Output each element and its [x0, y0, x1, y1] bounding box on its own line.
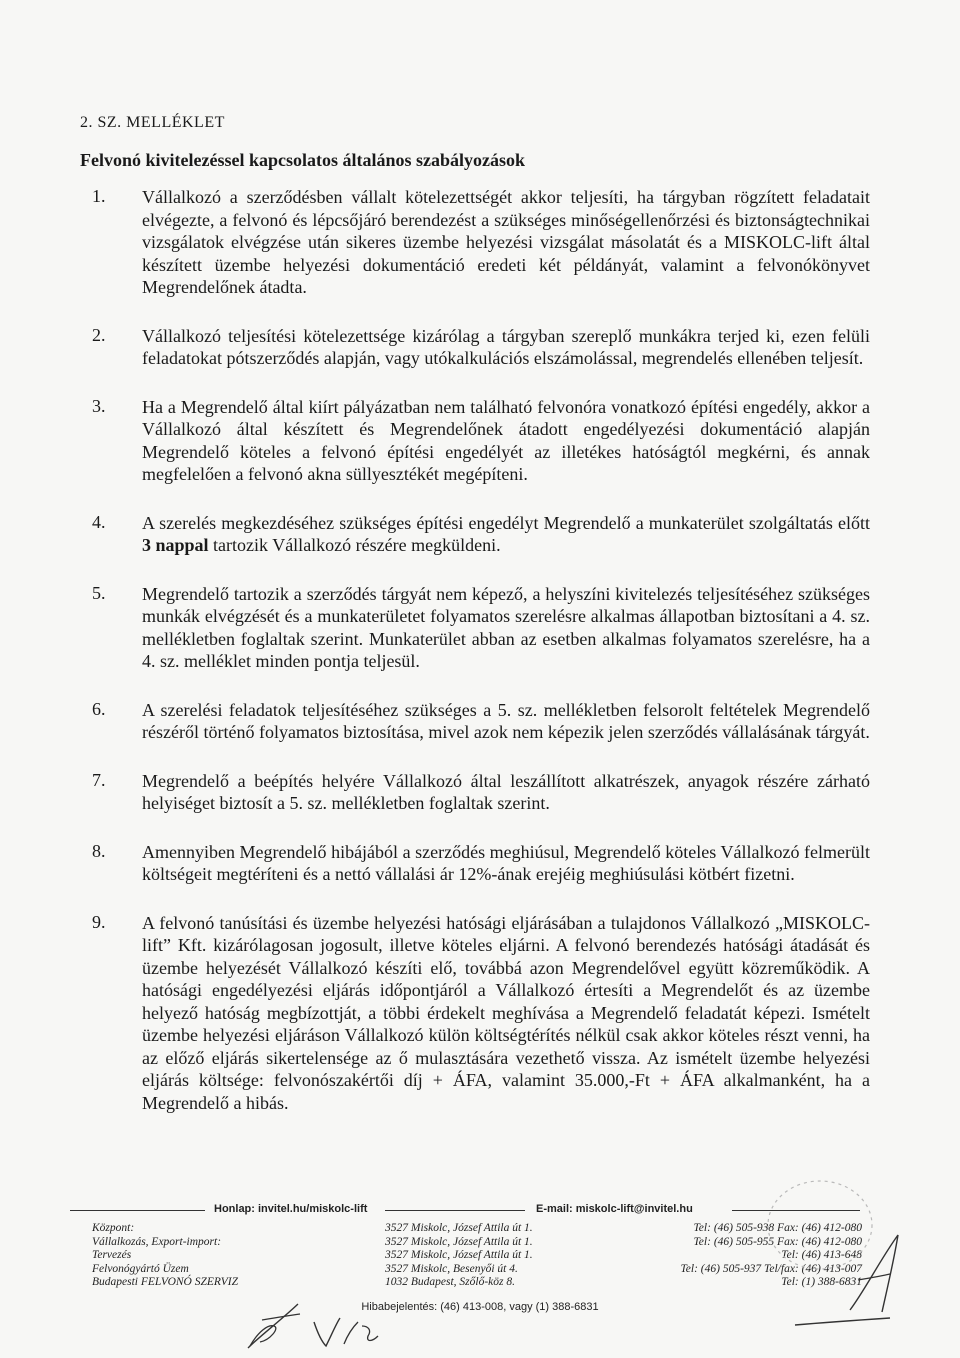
clause-8	[80, 841, 870, 886]
footer-rule-middle	[385, 1210, 525, 1211]
homepage-label: Honlap: invitel.hu/miskolc-lift	[214, 1203, 368, 1215]
footer-units	[92, 1222, 238, 1290]
clause-text: Amennyiben Megrendelő hibájából a szerződés meghiúsul, Megrendelő köteles Vállalkozó felmerült költségeit megtéríteni és a nettó vállalási ár 12%-ának erejéig meghiúsulási kötbért fizetni.	[142, 841, 870, 884]
clause-2	[80, 325, 870, 370]
clause-number: 1.	[92, 186, 106, 206]
address-line: 3527 Miskolc, József Attila út 1.	[385, 1235, 533, 1248]
clause-number: 6.	[92, 698, 106, 719]
address-line: 3527 Miskolc, Besenyői út 4.	[385, 1262, 518, 1275]
footer-addresses	[385, 1222, 533, 1290]
clause-1	[80, 186, 870, 299]
email-label: E-mail: miskolc-lift@invitel.hu	[536, 1203, 693, 1215]
clause-7	[80, 770, 870, 815]
clause-number: 9.	[92, 911, 106, 932]
clause-9	[80, 912, 870, 1115]
unit-label: Felvonógyártó Üzem	[92, 1262, 189, 1275]
clause-number: 7.	[92, 769, 106, 790]
footer-rule-left	[70, 1210, 205, 1211]
unit-label: Budapesti FELVONÓ SZERVIZ	[92, 1276, 238, 1288]
phone-line: Tel: (1) 388-6831	[781, 1276, 862, 1288]
phone-line: Tel: (46) 505-938 Fax: (46) 412-080	[693, 1222, 862, 1234]
phone-line: Tel: (46) 505-937 Tel/fax: (46) 413-007	[680, 1262, 862, 1275]
document-title: Felvonó kivitelezéssel kapcsolatos általános szabályozások	[80, 150, 525, 170]
signature-initials-right	[790, 1230, 910, 1330]
clause-list	[80, 186, 870, 1114]
clause-3	[80, 396, 870, 486]
clause-4	[80, 512, 870, 557]
clause-text: Vállalkozó teljesítési kötelezettsége kizárólag a tárgyban szereplő munkákra terjed ki, ezen felüli feladatokat pótszerződés alapján, vagy utókalkulációs elszámolással, megrendelés ellenében teljesít.	[142, 325, 870, 368]
clause-6	[80, 699, 870, 744]
unit-label: Központ:	[92, 1222, 135, 1234]
clause-number: 5.	[92, 582, 106, 603]
clause-text-part: A szerelés megkezdéséhez szükséges építési engedélyt Megrendelő a munkaterület szolgáltatás előtt	[142, 512, 870, 533]
clause-text: Vállalkozó a szerződésben vállalt kötelezettségét akkor teljesíti, ha tárgyban rögzített feladatait elvégezte, a felvonó és lépcsőjáró berendezést a szükséges minőségellenőrzési és biztonságtechnikai vizsgálatok elvégzése után sikeres üzembe helyezési vizsgálat másolatát és a MISKOLC-lift által készített üzembe helyezési dokumentáció eredeti két példányát, valamint a felvonókönyvet Megrendelőnek átadta.	[142, 187, 870, 297]
unit-label: Tervezés	[92, 1249, 132, 1261]
fault-report-line: Hibabejelentés: (46) 413-008, vagy (1) 388-6831	[361, 1301, 599, 1313]
unit-label: Vállalkozás, Export-import:	[92, 1235, 222, 1248]
clause-number: 2.	[92, 324, 106, 345]
address-line: 3527 Miskolc, József Attila út 1.	[385, 1249, 533, 1261]
clause-5	[80, 583, 870, 673]
clause-text: Megrendelő tartozik a szerződés tárgyát nem képező, a helyszíni kivitelezés teljesítéséhez szükséges munkák elvégzését és a munkaterületet folyamatos szerelésre alkalmas állapotban biztosítani a 4. sz. mellékletben foglaltak szerint. Munkaterület abban az esetben alkalmas folyamatos szerelésre, ha a 4. sz. melléklet minden pontja teljesül.	[142, 583, 870, 671]
clause-number: 8.	[92, 840, 106, 861]
annex-title: 2. SZ. MELLÉKLET	[80, 114, 225, 131]
clause-number: 4.	[92, 511, 106, 532]
clause-text: A szerelési feladatok teljesítéséhez szükséges a 5. sz. mellékletben felsorolt feltételek Megrendelő részéről történő folyamatos biztosítása, mivel azok nem képezik jelen szerződés vállalásának tárgyát.	[142, 699, 870, 742]
phone-line: Tel: (46) 505-955 Fax: (46) 412-080	[693, 1235, 862, 1248]
clause-text-part: tartozik Vállalkozó részére megküldeni.	[208, 535, 501, 555]
signature-left	[240, 1296, 390, 1358]
clause-number: 3.	[92, 395, 106, 416]
clause-bold-term: 3 nappal	[142, 535, 209, 555]
clause-text: A felvonó tanúsítási és üzembe helyezési hatósági eljárásában a tulajdonos Vállalkozó „MISKOLC-lift” Kft. kizárólagosan jogosult, illetve köteles eljárni. A felvonó berendezés hatósági átadását és üzembe helyezését Vállalkozó készíti elő, továbbá azon Megrendelővel együtt közreműködik. A hatósági engedélyezési eljárás időpontjáról a Vállalkozó értesíti a Megrendelőt és az üzembe helyező hatóság megbízottját, a többi érdekelt meghívása a Megrendelő feladatát képezi. Ismételt üzembe helyezési eljáráson Vállalkozó külön költségtérítés nélkül csak akkor köteles részt venni, ha az előző eljárás sikertelensége az ő mulasztására vezethető vissza. Az ismételt üzembe helyezési eljárás költsége: felvonószakértői díj + ÁFA, valamint 35.000,-Ft + ÁFA alkalmanként, ha a Megrendelő a hibás.	[142, 912, 870, 1113]
phone-line: Tel: (46) 413-648	[781, 1249, 862, 1261]
clause-text: Ha a Megrendelő által kiírt pályázatban nem található felvonóra vonatkozó építési engedély, akkor a Vállalkozó által készített és Megrendelőnek átadott engedélyezési dokumentáció alapján Megrendelő köteles a felvonó építési engedélyét az illetékes hatóságtól megkérni, és annak megfelelően a felvonó akna süllyesztékét megépíteni.	[142, 396, 870, 484]
clause-text	[142, 512, 870, 557]
address-line: 3527 Miskolc, József Attila út 1.	[385, 1222, 533, 1234]
address-line: 1032 Budapest, Szőlő-köz 8.	[385, 1276, 516, 1288]
clause-text: Megrendelő a beépítés helyére Vállalkozó által leszállított alkatrészek, anyagok részére zárható helyiséget biztosít a 5. sz. mellékletben foglaltak szerint.	[142, 770, 870, 813]
